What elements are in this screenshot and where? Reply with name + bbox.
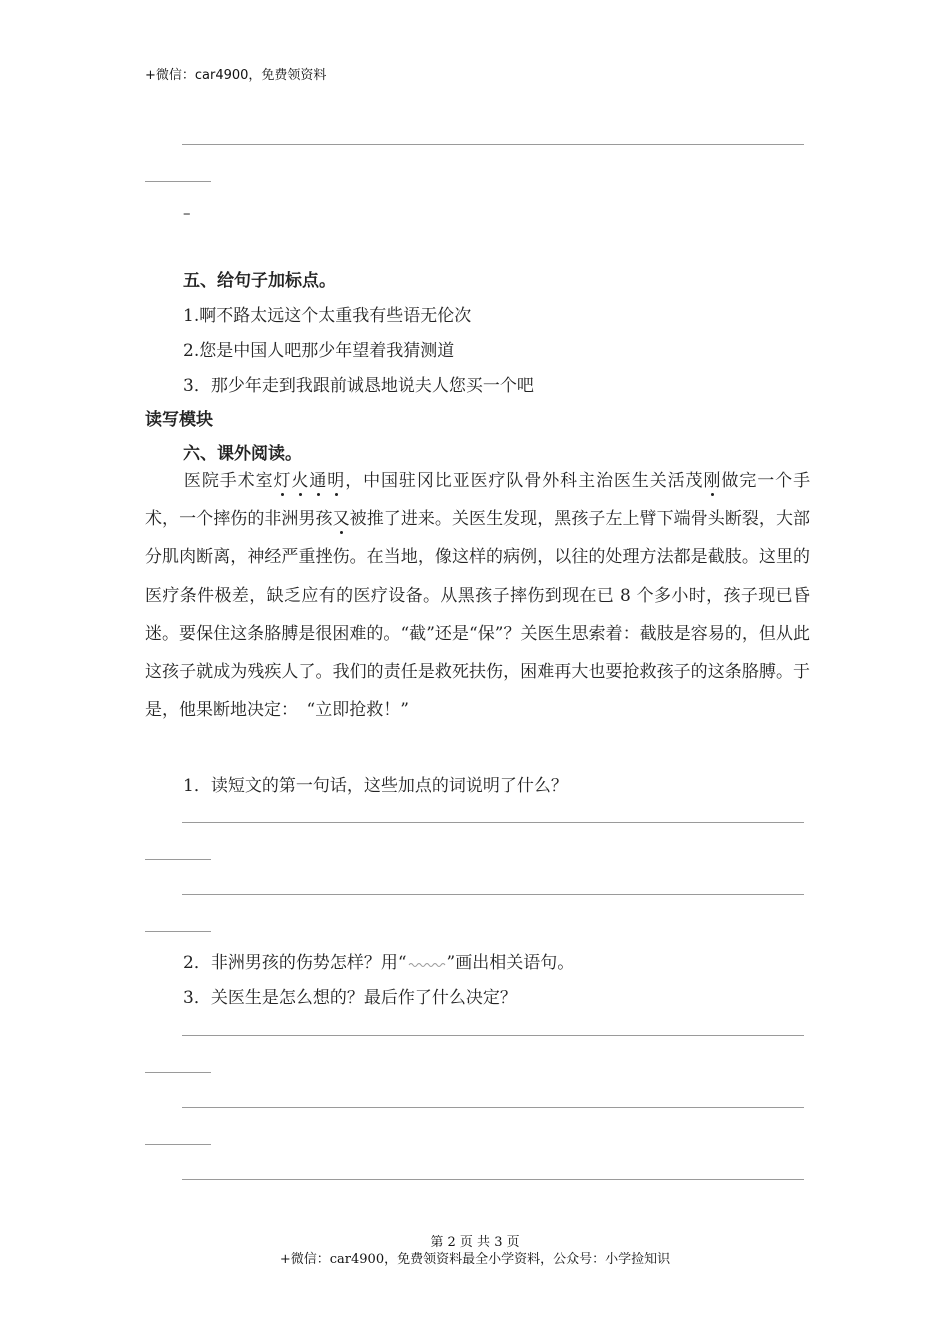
question-item: 2.您是中国人吧那少年望着我猜测道 — [183, 341, 455, 361]
wavy-underline-icon — [407, 959, 447, 969]
answer-line-tail — [145, 181, 211, 182]
question-item: 2．非洲男孩的伤势怎样？用“ ”画出相关语句。 — [183, 953, 575, 973]
answer-line — [182, 1179, 804, 1180]
question-item: 3．那少年走到我跟前诚恳地说夫人您买一个吧 — [183, 376, 534, 396]
emphasis-dot-word: 火 — [291, 471, 310, 491]
emphasis-dot-word: 灯 — [273, 471, 292, 491]
answer-line-tail — [145, 1144, 211, 1145]
answer-line — [182, 894, 804, 895]
question-item: 1．读短文的第一句话，这些加点的词说明了什么？ — [183, 776, 568, 796]
question-item: 3．关医生是怎么想的？最后作了什么决定？ — [183, 988, 517, 1008]
page-header: +微信：car4900，免费领资料 — [145, 68, 327, 83]
emphasis-dot-word: 又 — [332, 509, 350, 530]
section-title: 六、课外阅读。 — [183, 444, 302, 464]
answer-line — [182, 1107, 804, 1108]
answer-line-tail — [145, 1072, 211, 1073]
module-title: 读写模块 — [145, 410, 213, 430]
question-item: 1.啊不路太远这个太重我有些语无伦次 — [183, 306, 472, 326]
answer-line — [182, 822, 804, 823]
answer-line-tail — [145, 931, 211, 932]
page-number: 第 2 页 共 3 页 — [430, 1235, 520, 1250]
answer-line-tail — [145, 859, 211, 860]
answer-line — [182, 144, 804, 145]
section-title: 五、给句子加标点。 — [183, 271, 336, 291]
emphasis-dot-word: 通 — [309, 471, 328, 491]
line-marker: – — [183, 204, 191, 222]
emphasis-dot-word: 明 — [327, 471, 346, 491]
page-footer: +微信：car4900，免费领资料最全小学资料，公众号：小学捡知识 — [279, 1252, 671, 1267]
answer-line — [182, 1035, 804, 1036]
emphasis-dot-word: 刚 — [703, 471, 722, 491]
reading-passage: 医院手术室灯火通明，中国驻冈比亚医疗队骨外科主治医生关活茂刚做完一个手术，一个摔伤的非洲男孩又被推了进来。关医生发现，黑孩子左上臂下端骨头断裂，大部分肌肉断离，神经严重挫伤。在当地，像这样的病例，以往的处理方法都是截肢。这里的医疗条件极差，缺乏应有的医疗设备。从黑孩子摔伤到现在已 8 个多小时，孩子现已昏迷。要保住这条胳膊是很困难的。“截”还是“保”？关医生思索着：截肢是容易的，但从此这孩子就成为残疾人了。我们的责任是救死扶伤，困难再大也要抢救孩子的这条胳膊。于是，他果断地决定： “立即抢救！” — [145, 471, 811, 721]
